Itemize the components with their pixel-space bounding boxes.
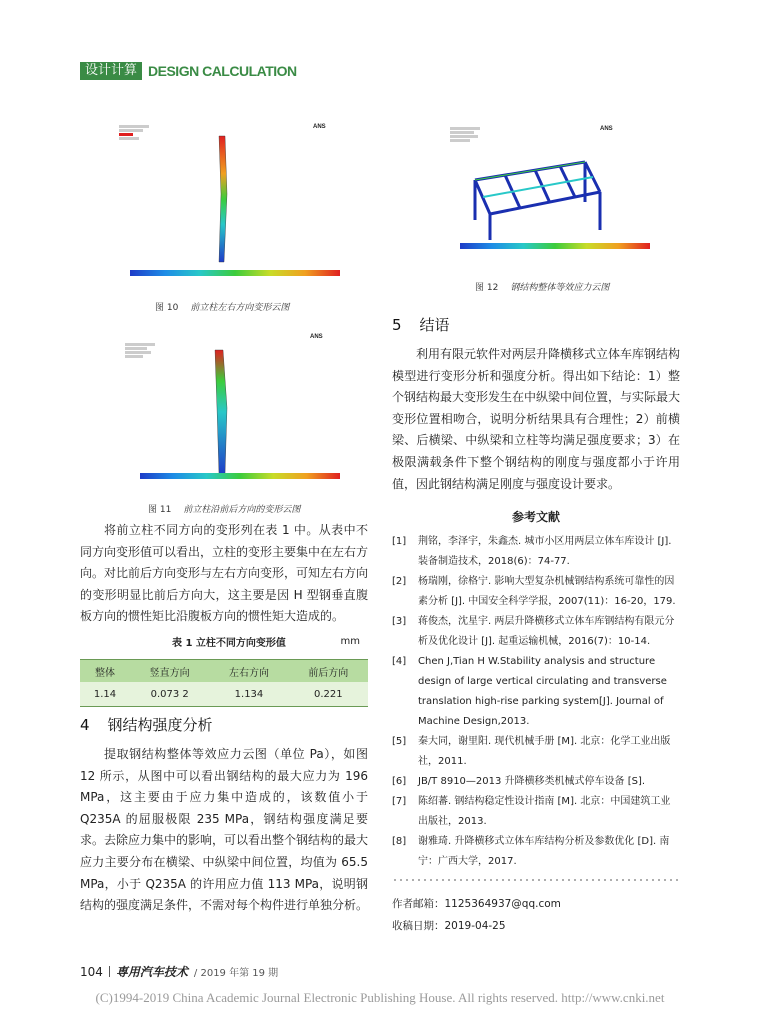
section-4-paragraph: 提取钢结构整体等效应力云图（单位 Pa），如图 12 所示，从图中可以看出钢结构的最大应力为 196 MPa，这主要由于应力集中造成的，该数值小于 Q235A 的屈服极限 235 MPa，钢结构强度满足要求。去除应力集中的影响，可以看出整个钢结构的最大应力主要分布在横梁、中纵梁中间位置，均值为 65.5 MPa，小于 Q235A 的许用应力值 113 MPa，说明钢结构的强度满足条件，不需对每个构件进行单独分析。: [80, 747, 369, 913]
page-number: 104: [80, 964, 103, 979]
paragraph-column-deformation: 将前立柱不同方向的变形列在表 1 中。从表中不同方向变形值可以看出，立柱的变形主要集中在左右方向。对比前后方向变形与左右方向变形，可知左右方向的变形明显比前后方向大，这主要是因 H 型钢垂直腹板方向的惯性矩比沿腹板方向的惯性矩大造成的。: [80, 523, 369, 624]
reference-item: [3] 蒋俊杰，沈星宇. 两层升降横移式立体车库钢结构有限元分析及优化设计 [J]. 起重运输机械，2016(7)：10-14.: [392, 616, 675, 647]
table-1-grid: [80, 659, 368, 707]
table-row: [80, 682, 368, 707]
reference-item: [5] 秦大同，谢里阳. 现代机械手册 [M]. 北京：化学工业出版社，2011.: [392, 736, 671, 767]
column-deformation-plot: [205, 348, 245, 478]
figure-12-image: [440, 120, 670, 265]
figure-11-image: [105, 330, 360, 495]
table-cell: 1.14: [80, 682, 130, 707]
table-cell: 0.221: [289, 682, 368, 707]
author-email: 作者邮箱：1125364937@qq.com: [392, 898, 561, 910]
page-footer: [80, 963, 278, 980]
journal-name: 専用汽车技术: [115, 965, 188, 979]
figure-11-caption: 图 11 前立柱沿前后方向的变形云图: [148, 505, 301, 515]
table-header-cell: 左右方向: [209, 660, 288, 683]
figure-10-legend-text: [119, 124, 159, 141]
table-cell: 0.073 2: [130, 682, 209, 707]
figure-11-color-scale: [140, 473, 340, 479]
ansys-logo-icon: ANS: [313, 124, 326, 130]
table-header-row: [80, 660, 368, 683]
figure-10-caption: 图 10 前立柱左右方向变形云图: [155, 303, 290, 313]
table-1: [80, 634, 368, 707]
references-list: [392, 532, 680, 872]
copyright-notice: (C)1994-2019 China Academic Journal Electronic Publishing House. All rights reserved. http://www.cnki.net: [95, 990, 665, 1005]
table-header-cell: 竖直方向: [130, 660, 209, 683]
reference-item: [7] 陈绍蕃. 钢结构稳定性设计指南 [M]. 北京：中国建筑工业出版社，2013.: [392, 796, 671, 827]
reference-item: [6] JB/T 8910—2013 升降横移类机械式停车设备 [S].: [392, 776, 646, 787]
figure-10-image: [105, 120, 360, 285]
reference-item: [4] Chen J,Tian H W.Stability analysis and structure design of large vertical circulating and transverse translation high-rise parking system[J]. Journal of Machine Design,2013.: [392, 656, 667, 727]
section-5-paragraph: 利用有限元软件对两层升降横移式立体车库钢结构模型进行变形分析和强度分析。得出如下结论：1）整个钢结构最大变形发生在中纵梁中间位置，与实际最大变形位置相吻合，说明分析结果具有合理性；2）前横梁、后横梁、中纵梁和立柱等均满足强度要求；3）在极限满载条件下整个钢结构的刚度与强度都小于许用值，因此钢结构满足刚度与强度设计要求。: [392, 347, 681, 491]
received-date: 收稿日期：2019-04-25: [392, 920, 506, 932]
journal-issue: / 2019 年第 19 期: [193, 968, 279, 979]
table-cell: 1.134: [209, 682, 288, 707]
section-label-zh: 设计计算: [80, 62, 142, 80]
section-label-en: DESIGN CALCULATION: [148, 63, 297, 79]
section-4-heading: 4 钢结构强度分析: [80, 716, 213, 734]
table-header-cell: 整体: [80, 660, 130, 683]
figure-12-color-scale: [460, 243, 650, 249]
figure-12-legend-text: [450, 126, 490, 143]
reference-item: [8] 谢雅琦. 升降横移式立体车库结构分析及参数优化 [D]. 南宁：广西大学，2017.: [392, 836, 670, 867]
references-title: 参考文献: [511, 510, 560, 524]
steel-structure-stress-plot: [455, 142, 605, 242]
dotted-divider: [392, 877, 680, 883]
section-header: [80, 62, 297, 80]
ansys-logo-icon: ANS: [310, 334, 323, 340]
footer-divider: [109, 966, 110, 977]
reference-item: [1] 荆铭，李泽宇，朱鑫杰. 城市小区用两层立体车库设计 [J]. 装备制造技术，2018(6)：74-77.: [392, 536, 672, 567]
column-deformation-plot: [205, 134, 245, 264]
figure-12-caption: 图 12 钢结构整体等效应力云图: [475, 283, 610, 293]
section-5-heading: 5 结语: [392, 316, 450, 334]
figure-10-color-scale: [130, 270, 340, 276]
table-1-title: 表 1 立柱不同方向变形值: [172, 638, 286, 649]
reference-item: [2] 杨瑞刚，徐格宁. 影响大型复杂机械钢结构系统可靠性的因素分析 [J]. 中国安全科学学报，2007(11)：16-20，179.: [392, 576, 676, 607]
table-header-cell: 前后方向: [289, 660, 368, 683]
ansys-logo-icon: ANS: [600, 126, 613, 132]
figure-11-legend-text: [125, 342, 165, 359]
table-1-unit: mm: [340, 636, 360, 647]
